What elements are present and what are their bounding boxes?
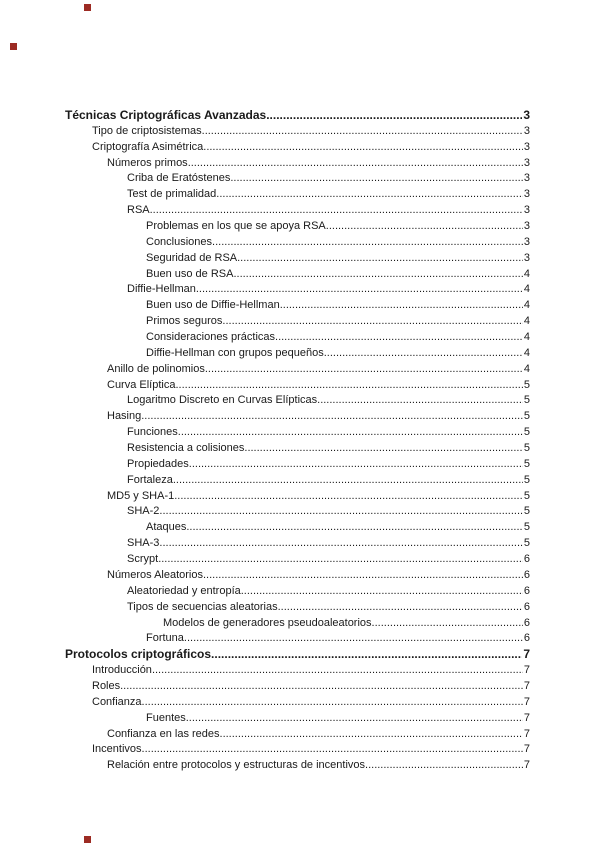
toc-entry-page-number: 6 [523, 584, 530, 597]
toc-entry-page-number: 5 [523, 426, 530, 439]
toc-entry-label: Consideraciones prácticas [146, 331, 276, 344]
toc-entry-page-number: 5 [523, 442, 530, 455]
toc-entry-page-number: 4 [523, 362, 530, 375]
toc-entry[interactable] [0, 489, 530, 505]
toc-entry-label: Relación entre protocolos y estructuras de incentivos [107, 759, 366, 772]
dot-leader [186, 520, 523, 536]
toc-entry-label: Diffie-Hellman [127, 283, 196, 296]
toc-entry[interactable] [0, 536, 530, 552]
toc-entry[interactable] [0, 251, 530, 267]
toc-entry[interactable] [0, 235, 530, 251]
toc-entry-label: Resistencia a colisiones [127, 442, 245, 455]
toc-entry-page-number: 4 [523, 315, 530, 328]
dot-leader [278, 600, 523, 616]
dot-leader [244, 441, 522, 457]
toc-entry-page-number: 7 [523, 664, 530, 677]
toc-entry[interactable] [0, 568, 530, 584]
toc-entry[interactable] [0, 409, 530, 425]
toc-entry[interactable] [0, 742, 530, 758]
dot-leader [175, 378, 522, 394]
dot-leader [159, 504, 522, 520]
dot-leader [317, 393, 523, 409]
toc-entry-label: Técnicas Criptográficas Avanzadas [65, 108, 267, 122]
toc-entry[interactable] [0, 314, 530, 330]
toc-entry-label: SHA-3 [127, 537, 160, 550]
toc-entry-page-number: 7 [523, 743, 530, 756]
toc-entry[interactable] [0, 647, 530, 663]
toc-entry-page-number: 7 [523, 759, 530, 772]
toc-entry[interactable] [0, 473, 530, 489]
toc-entry[interactable] [0, 171, 530, 187]
toc-entry-page-number: 4 [523, 283, 530, 296]
toc-entry[interactable] [0, 727, 530, 743]
toc-entry-label: Fortaleza [127, 473, 173, 486]
toc-entry[interactable] [0, 631, 530, 647]
dot-leader [202, 124, 523, 140]
toc-entry-label: Fortuna [146, 632, 184, 645]
dot-leader [230, 171, 523, 187]
toc-entry[interactable] [0, 695, 530, 711]
dot-leader [188, 156, 523, 172]
dot-leader [326, 219, 523, 235]
toc-entry[interactable] [0, 441, 530, 457]
toc-entry-label: Funciones [127, 426, 178, 439]
toc-entry-page-number: 3 [523, 172, 530, 185]
dot-leader [275, 330, 523, 346]
toc-entry[interactable] [0, 663, 530, 679]
dot-leader [324, 346, 523, 362]
toc-entry[interactable] [0, 346, 530, 362]
toc-entry-label: Test de primalidad [127, 188, 217, 201]
toc-entry-page-number: 3 [523, 156, 530, 169]
toc-entry-label: Conclusiones [146, 235, 213, 248]
dot-leader [142, 695, 523, 711]
toc-entry-label: Roles [92, 679, 121, 692]
toc-entry-page-number: 6 [523, 568, 530, 581]
dot-leader [158, 552, 523, 568]
toc-entry[interactable] [0, 330, 530, 346]
toc-entry[interactable] [0, 362, 530, 378]
dot-leader [241, 584, 523, 600]
toc-entry[interactable] [0, 504, 530, 520]
toc-entry-page-number: 5 [523, 457, 530, 470]
toc-entry-label: Introducción [92, 664, 152, 677]
toc-entry-page-number: 6 [523, 616, 530, 629]
toc-entry-page-number: 5 [523, 537, 530, 550]
toc-entry-label: Fuentes [146, 711, 186, 724]
dot-leader [211, 647, 522, 663]
dot-leader [184, 631, 523, 647]
toc-entry-page-number: 3 [523, 140, 530, 153]
toc-entry[interactable] [0, 124, 530, 140]
toc-entry-label: Confianza en las redes [107, 727, 220, 740]
toc-entry-page-number: 4 [523, 267, 530, 280]
toc-entry[interactable] [0, 219, 530, 235]
dot-leader [216, 187, 523, 203]
toc-entry-label: Confianza [92, 695, 142, 708]
toc-entry-label: Diffie-Hellman con grupos pequeños [146, 346, 324, 359]
dot-leader [186, 711, 523, 727]
table-of-contents [0, 108, 530, 774]
toc-entry-page-number: 6 [523, 553, 530, 566]
toc-entry-label: Números Aleatorios [107, 568, 203, 581]
dot-leader [372, 616, 523, 632]
dot-leader [280, 298, 523, 314]
toc-entry[interactable] [0, 552, 530, 568]
dot-leader [233, 267, 522, 283]
toc-entry-label: Propiedades [127, 457, 189, 470]
toc-entry-label: Modelos de generadores pseudoaleatorios [163, 616, 372, 629]
toc-entry-page-number: 5 [523, 410, 530, 423]
dot-leader [203, 140, 523, 156]
toc-entry-page-number: 7 [523, 711, 530, 724]
toc-entry-label: Anillo de polinomios [107, 362, 205, 375]
dot-leader [150, 203, 523, 219]
toc-entry-page-number: 5 [523, 378, 530, 391]
dot-leader [205, 362, 523, 378]
toc-entry-page-number: 7 [523, 695, 530, 708]
toc-entry[interactable] [0, 711, 530, 727]
toc-entry-label: SHA-2 [127, 505, 160, 518]
toc-entry[interactable] [0, 108, 530, 124]
toc-entry-label: Primos seguros [146, 315, 223, 328]
toc-entry-label: Scrypt [127, 553, 159, 566]
dot-leader [266, 108, 522, 124]
toc-entry-page-number: 6 [523, 600, 530, 613]
toc-entry[interactable] [0, 267, 530, 283]
toc-entry[interactable] [0, 393, 530, 409]
toc-entry-label: Números primos [107, 156, 188, 169]
toc-entry[interactable] [0, 679, 530, 695]
toc-entry[interactable] [0, 457, 530, 473]
toc-entry[interactable] [0, 600, 530, 616]
toc-entry[interactable] [0, 282, 530, 298]
dot-leader [120, 679, 523, 695]
toc-entry[interactable] [0, 425, 530, 441]
toc-entry-page-number: 3 [523, 204, 530, 217]
dot-leader [189, 457, 523, 473]
toc-entry-label: Curva Elíptica [107, 378, 176, 391]
toc-entry-label: Ataques [146, 521, 187, 534]
toc-entry[interactable] [0, 520, 530, 536]
dot-leader [196, 282, 523, 298]
toc-entry-page-number: 3 [523, 108, 530, 122]
toc-entry-page-number: 5 [523, 394, 530, 407]
toc-entry-page-number: 4 [523, 346, 530, 359]
toc-entry-page-number: 4 [523, 299, 530, 312]
toc-entry-label: RSA [127, 204, 150, 217]
dot-leader [178, 425, 523, 441]
dot-leader [174, 489, 523, 505]
toc-entry[interactable] [0, 584, 530, 600]
dot-leader [365, 758, 523, 774]
toc-entry[interactable] [0, 203, 530, 219]
toc-entry-page-number: 3 [523, 124, 530, 137]
toc-entry-page-number: 5 [523, 489, 530, 502]
toc-entry-label: Incentivos [92, 743, 142, 756]
toc-entry[interactable] [0, 378, 530, 394]
toc-entry-label: Tipos de secuencias aleatorias [127, 600, 278, 613]
toc-entry-label: Tipo de criptosistemas [92, 124, 202, 137]
toc-entry[interactable] [0, 758, 530, 774]
red-annotation-mark-bottom [84, 836, 91, 843]
red-annotation-mark-left [10, 43, 17, 50]
dot-leader [220, 727, 523, 743]
toc-entry-label: Buen uso de RSA [146, 267, 234, 280]
toc-entry[interactable] [0, 140, 530, 156]
toc-entry[interactable] [0, 616, 530, 632]
dot-leader [152, 663, 523, 679]
toc-entry-page-number: 3 [523, 220, 530, 233]
toc-entry-label: Hasing [107, 410, 142, 423]
dot-leader [222, 314, 522, 330]
dot-leader [141, 409, 523, 425]
toc-entry-page-number: 3 [523, 235, 530, 248]
toc-entry-page-number: 3 [523, 188, 530, 201]
dot-leader [212, 235, 523, 251]
toc-entry[interactable] [0, 298, 530, 314]
toc-entry-label: Seguridad de RSA [146, 251, 238, 264]
toc-entry-label: Buen uso de Diffie-Hellman [146, 299, 280, 312]
dot-leader [159, 536, 522, 552]
toc-entry-label: Problemas en los que se apoya RSA [146, 220, 326, 233]
toc-entry-page-number: 6 [523, 632, 530, 645]
toc-entry-label: Aleatoriedad y entropía [127, 584, 241, 597]
toc-entry[interactable] [0, 156, 530, 172]
toc-entry-page-number: 3 [523, 251, 530, 264]
toc-entry-label: Criptografía Asimétrica [92, 140, 204, 153]
toc-entry-label: Criba de Eratóstenes [127, 172, 231, 185]
toc-entry[interactable] [0, 187, 530, 203]
toc-entry-page-number: 7 [523, 679, 530, 692]
toc-entry-page-number: 4 [523, 331, 530, 344]
dot-leader [203, 568, 523, 584]
dot-leader [142, 742, 523, 758]
toc-entry-page-number: 5 [523, 473, 530, 486]
dot-leader [237, 251, 523, 267]
toc-entry-page-number: 7 [523, 727, 530, 740]
dot-leader [173, 473, 523, 489]
toc-entry-page-number: 7 [523, 647, 530, 662]
toc-entry-page-number: 5 [523, 521, 530, 534]
toc-entry-page-number: 5 [523, 505, 530, 518]
toc-entry-label: MD5 y SHA-1 [107, 489, 175, 502]
toc-entry-label: Logaritmo Discreto en Curvas Elípticas [127, 394, 318, 407]
toc-entry-label: Protocolos criptográficos [65, 647, 212, 662]
red-annotation-mark-top [84, 4, 91, 11]
